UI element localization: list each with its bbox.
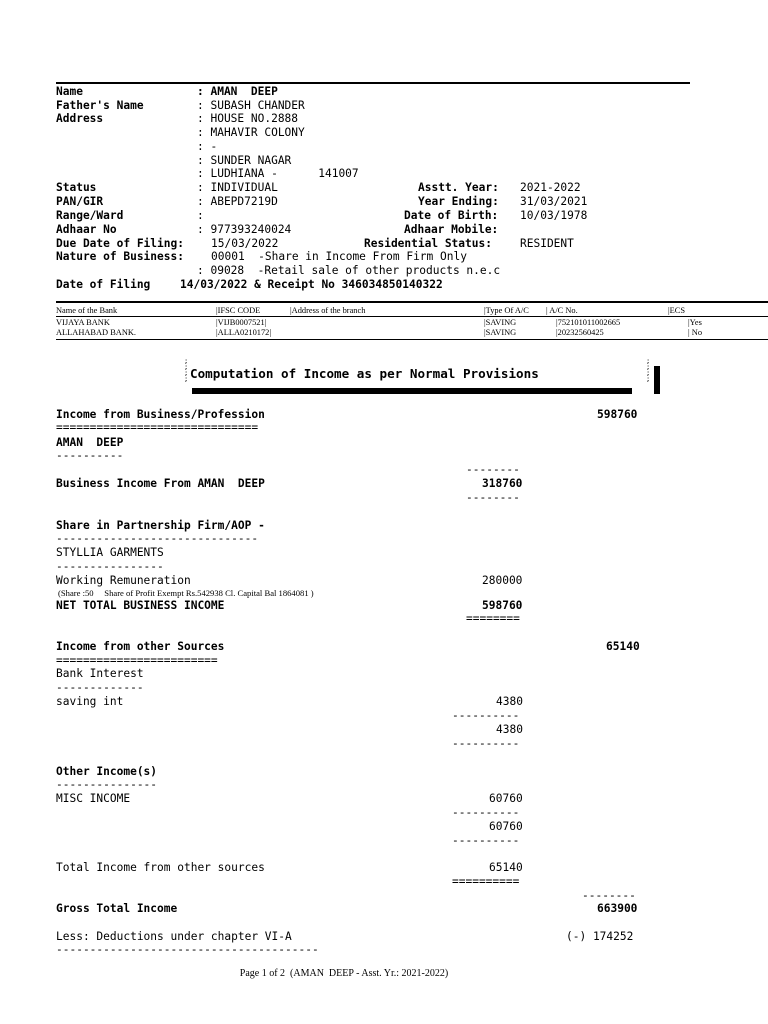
acno-cell: |752101011002665 (556, 318, 621, 327)
person-name: AMAN DEEP (56, 436, 124, 449)
total-other-value: 65140 (489, 861, 523, 874)
adhaar-mobile-label: Adhaar Mobile: (404, 223, 499, 236)
firm-underline: ---------------- (56, 560, 164, 573)
dob-label: Date of Birth: (404, 209, 499, 222)
residential-status-label: Residential Status: (364, 237, 492, 250)
remuneration-value: 280000 (482, 574, 523, 587)
remuneration-label: Working Remuneration (56, 574, 191, 587)
bank-col-ifsc: |IFSC CODE (216, 306, 261, 315)
adhaar-label: Adhaar No (56, 223, 117, 236)
business-income-label: Business Income From AMAN DEEP (56, 477, 265, 490)
table-row (56, 328, 768, 337)
bank-interest-label: Bank Interest (56, 667, 144, 680)
nature-of-business-line: : 09028 -Retail sale of other products n.e.c (197, 264, 501, 277)
bank-table-header-rule (56, 316, 768, 317)
net-business-label: NET TOTAL BUSINESS INCOME (56, 599, 225, 612)
separator: ---------- (452, 709, 520, 722)
bank-name-cell: ALLAHABAD BANK. (56, 328, 137, 337)
bank-col-name: Name of the Bank (56, 306, 118, 315)
share-note: (Share :50 Share of Profit Exempt Rs.542938 Cl. Capital Bal 1864081 ) (58, 588, 314, 598)
year-ending-value: 31/03/2021 (520, 195, 588, 208)
father-name-label: Father's Name (56, 99, 144, 112)
double-rule: ======== (466, 612, 520, 625)
bank-table-header (56, 306, 768, 315)
bank-table-top-rule (56, 301, 768, 303)
address-line: : SUNDER NAGAR (197, 154, 292, 167)
saving-subtotal: 4380 (496, 723, 523, 736)
pan-label: PAN/GIR (56, 195, 104, 208)
date-of-filing-value: 14/03/2022 & Receipt No 346034850140322 (180, 278, 443, 291)
saving-int-value: 4380 (496, 695, 523, 708)
ecs-cell: | No (688, 328, 703, 337)
separator: -------- (466, 463, 520, 476)
address-label: Address (56, 112, 104, 125)
page-footer: Page 1 of 2 (AMAN DEEP - Asst. Yr.: 2021-2022) (239, 968, 449, 979)
address-line: : - (197, 140, 218, 153)
separator: ---------- (452, 834, 520, 847)
firm-name: STYLLIA GARMENTS (56, 546, 164, 559)
gross-total-value: 663900 (597, 902, 638, 915)
banner-shadow-side (654, 366, 660, 394)
double-rule: ========== (452, 875, 520, 888)
name-label: Name (56, 85, 83, 98)
pan-value: : ABEPD7219D (197, 195, 278, 208)
partnership-underline: ------------------------------ (56, 532, 259, 545)
other-sources-heading: Income from other Sources (56, 640, 225, 653)
deductions-underline: --------------------------------------- (56, 943, 319, 956)
separator: ---------- (452, 806, 520, 819)
partnership-heading: Share in Partnership Firm/AOP - (56, 519, 265, 532)
ifsc-cell: |VIJB0007521| (216, 318, 267, 327)
person-name-underline: ---------- (56, 449, 124, 462)
business-heading-underline: ============================== (56, 421, 259, 434)
saving-int-label: saving int (56, 695, 124, 708)
total-other-label: Total Income from other sources (56, 861, 265, 874)
name-value: : AMAN DEEP (197, 85, 278, 98)
other-sources-underline: ======================== (56, 654, 218, 667)
other-income-heading: Other Income(s) (56, 765, 158, 778)
banner-shadow-bar (192, 388, 632, 394)
separator: -------- (466, 491, 520, 504)
status-label: Status (56, 181, 97, 194)
address-line: : LUDHIANA - 141007 (197, 167, 359, 180)
business-heading: Income from Business/Profession (56, 408, 265, 421)
year-ending-label: Year Ending: (418, 195, 499, 208)
father-name-value: : SUBASH CHANDER (197, 99, 305, 112)
asst-year-label: Asstt. Year: (418, 181, 499, 194)
other-sources-total: 65140 (606, 640, 640, 653)
asst-year-value: 2021-2022 (520, 181, 581, 194)
top-rule (56, 82, 690, 84)
due-date-label: Due Date of Filing: (56, 237, 184, 250)
business-income-value: 318760 (482, 477, 523, 490)
address-line: : MAHAVIR COLONY (197, 126, 305, 139)
other-income-underline: --------------- (56, 778, 158, 791)
net-business-value: 598760 (482, 599, 523, 612)
deductions-value: (-) 174252 (566, 930, 634, 943)
business-total: 598760 (597, 408, 638, 421)
banner-right-ornament: ; ; ; ; (646, 357, 651, 383)
due-date-value: 15/03/2022 (211, 237, 279, 250)
residential-status-value: RESIDENT (520, 237, 574, 250)
range-ward-label: Range/Ward (56, 209, 124, 222)
computation-title: Computation of Income as per Normal Provisions (190, 366, 539, 381)
bank-table-bottom-rule (56, 339, 768, 340)
banner-left-ornament: ; ; ; ; (184, 357, 189, 383)
separator: ---------- (452, 737, 520, 750)
ecs-cell: |Yes (688, 318, 702, 327)
bank-name-cell: VIJAYA BANK (56, 318, 110, 327)
date-of-filing-label: Date of Filing (56, 278, 151, 291)
deductions-label: Less: Deductions under chapter VI-A (56, 930, 292, 943)
misc-income-label: MISC INCOME (56, 792, 131, 805)
bank-col-acno: | A/C No. (546, 306, 578, 315)
bank-col-address: |Address of the branch (290, 306, 366, 315)
ifsc-cell: |ALLA0210172| (216, 328, 271, 337)
range-ward-value: : (197, 209, 204, 222)
adhaar-value: : 977393240024 (197, 223, 292, 236)
dob-value: 10/03/1978 (520, 209, 588, 222)
misc-income-value: 60760 (489, 792, 523, 805)
type-cell: |SAVING (484, 328, 517, 337)
bank-col-type: |Type Of A/C (484, 306, 529, 315)
nature-of-business-label: Nature of Business: (56, 250, 184, 263)
bank-interest-underline: ------------- (56, 681, 144, 694)
misc-subtotal: 60760 (489, 820, 523, 833)
type-cell: |SAVING (484, 318, 517, 327)
table-row (56, 318, 768, 327)
nature-of-business-line: 00001 -Share in Income From Firm Only (211, 250, 467, 263)
separator: -------- (582, 889, 636, 902)
acno-cell: |20232560425 (556, 328, 604, 337)
bank-col-ecs: |ECS (668, 306, 686, 315)
gross-total-label: Gross Total Income (56, 902, 178, 915)
address-line: : HOUSE NO.2888 (197, 112, 299, 125)
status-value: : INDIVIDUAL (197, 181, 278, 194)
